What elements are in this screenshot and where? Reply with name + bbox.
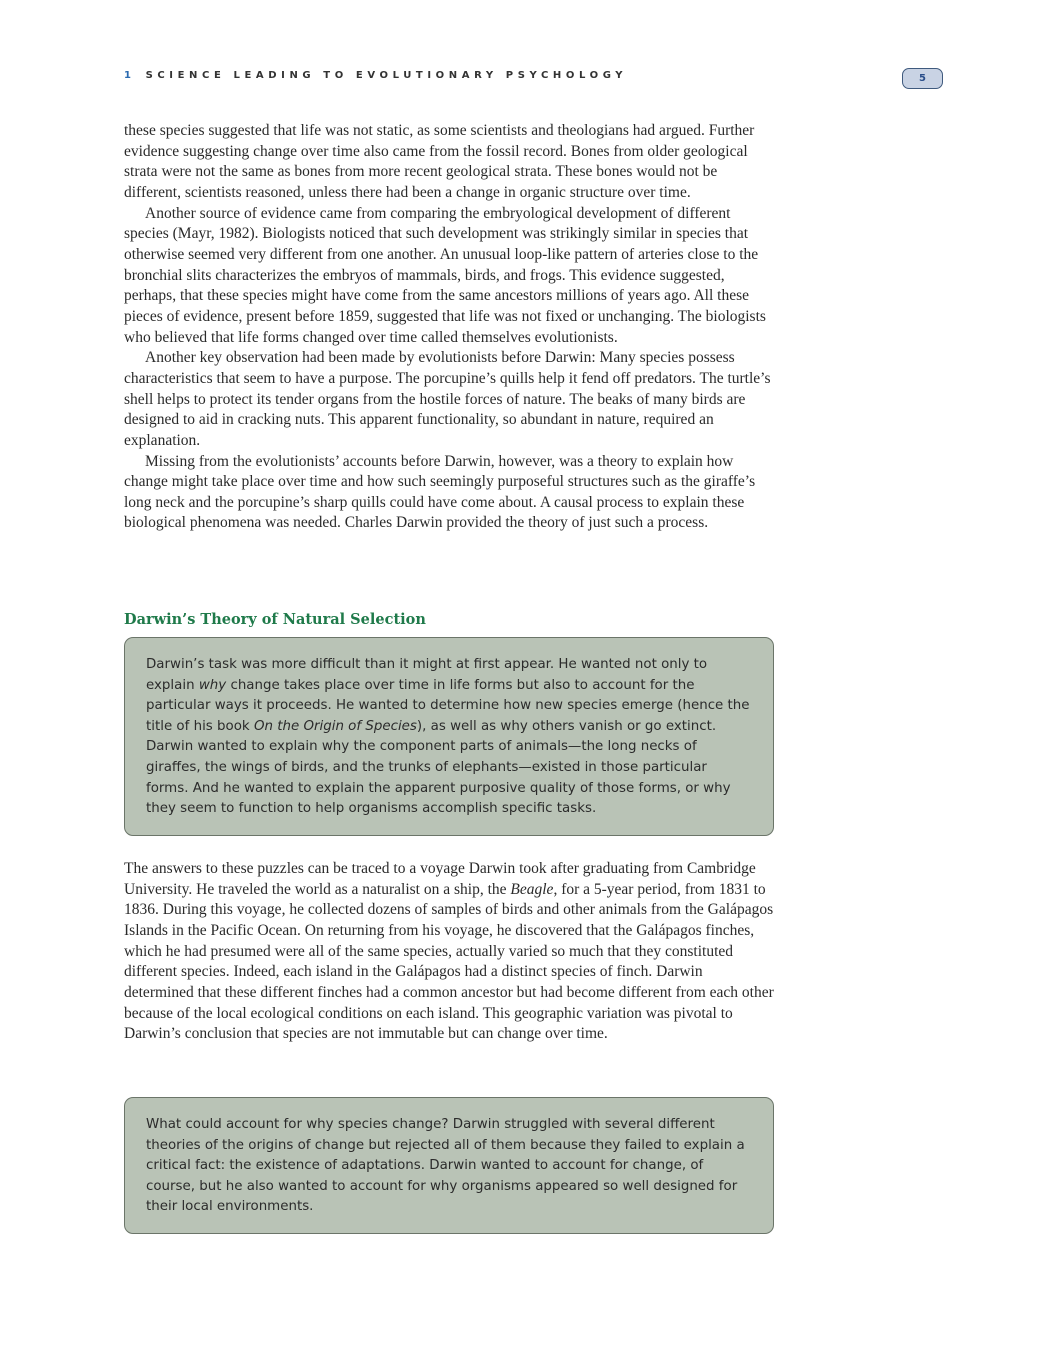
callout-text <box>146 655 753 820</box>
running-head <box>124 70 627 81</box>
text-run: ), as well as why others vanish or go extinct. Darwin wanted to explain why the component parts of animals—the long necks of giraffes, the wings of birds, and the trunks of elephants—existed in those particular forms. And he wanted to explain the apparent purposive quality of those forms, or why they seem to function to help organisms accomplish specific tasks. <box>146 718 731 817</box>
chapter-number: 1 <box>124 70 136 81</box>
section-heading: Darwin’s Theory of Natural Selection <box>124 611 426 628</box>
paragraph <box>124 859 774 1045</box>
book-title: On the Origin of Species <box>253 718 417 734</box>
page-number-badge: 5 <box>902 68 943 89</box>
callout-text: What could account for why species change? Darwin struggled with several different theories of the origins of change but rejected all of them because they failed to explain a critical fact: the existence of adaptations. Darwin wanted to account for change, of course, but he also wanted to account for why organisms appeared so well designed for their local environments. <box>146 1117 745 1215</box>
body-text-bottom <box>124 859 774 1045</box>
chapter-title: SCIENCE LEADING TO EVOLUTIONARY PSYCHOLOGY <box>145 70 628 81</box>
body-text-top <box>124 121 774 534</box>
text-run: , for a 5-year period, from 1831 to 1836. During this voyage, he collected dozens of samples of birds and other animals from the Galápagos Islands in the Pacific Ocean. On returning from his voyage, he discovered that the Galápagos finches, which he had presumed were all of the same species, actually varied so much that they constituted different species. Indeed, each island in the Galápagos had a distinct species of finch. Darwin determined that these different finches had a common ancestor but had become different from each other because of the local ecological conditions on each island. This geographic variation was pivotal to Darwin’s conclusion that species are not immutable but can change over time. <box>124 880 774 1043</box>
paragraph: Missing from the evolutionists’ accounts before Darwin, however, was a theory to explain how change might take place over time and how such seemingly purposeful structures such as the giraffe’s long neck and the porcupine’s sharp quills could have come about. A causal process to explain these biological phenomena was needed. Charles Darwin provided the theory of just such a process. <box>124 452 756 532</box>
callout-box <box>124 637 774 836</box>
paragraph: these species suggested that life was not static, as some scientists and theologians had argued. Further evidence suggesting change over time also came from the fossil record. Bones from older geological strata were not the same as bones from more recent geological strata. These bones would not be different, scientists reasoned, unless there had been a change in organic structure over time. <box>124 122 755 201</box>
italic-text: why <box>198 677 227 693</box>
callout-box <box>124 1097 774 1234</box>
text-run: The answers to these puzzles can be traced to a voyage Darwin took after graduating from Cambridge University. He traveled the world as a naturalist on a ship, the <box>124 860 756 898</box>
ship-name: Beagle <box>510 880 554 898</box>
text-run: change takes place over time in life forms but also to account for the particular ways it proceeds. He wanted to determine how new species emerge (hence the title of his book <box>146 677 750 734</box>
paragraph: Another source of evidence came from comparing the embryological development of different species (Mayr, 1982). Biologists noticed that such development was strikingly similar in species that otherwise seemed very different from one another. An unusual loop-like pattern of arteries close to the bronchial slits characterizes the embryos of mammals, birds, and frogs. This evidence suggested, perhaps, that these species might have come from the same ancestors millions of years ago. All these pieces of evidence, present before 1859, suggested that life was not fixed or unchanging. The biologists who believed that life forms changed over time called themselves evolutionists. <box>124 204 766 346</box>
text-run: Darwin’s task was more difficult than it might at first appear. He wanted not only to explain <box>146 657 708 693</box>
paragraph: Another key observation had been made by evolutionists before Darwin: Many species possess characteristics that seem to have a purpose. The porcupine’s quills help it fend off predators. The turtle’s shell helps to protect its tender organs from the hostile forces of nature. The beaks of many birds are designed to aid in cracking nuts. This apparent functionality, so abundant in nature, required an explanation. <box>124 349 771 449</box>
